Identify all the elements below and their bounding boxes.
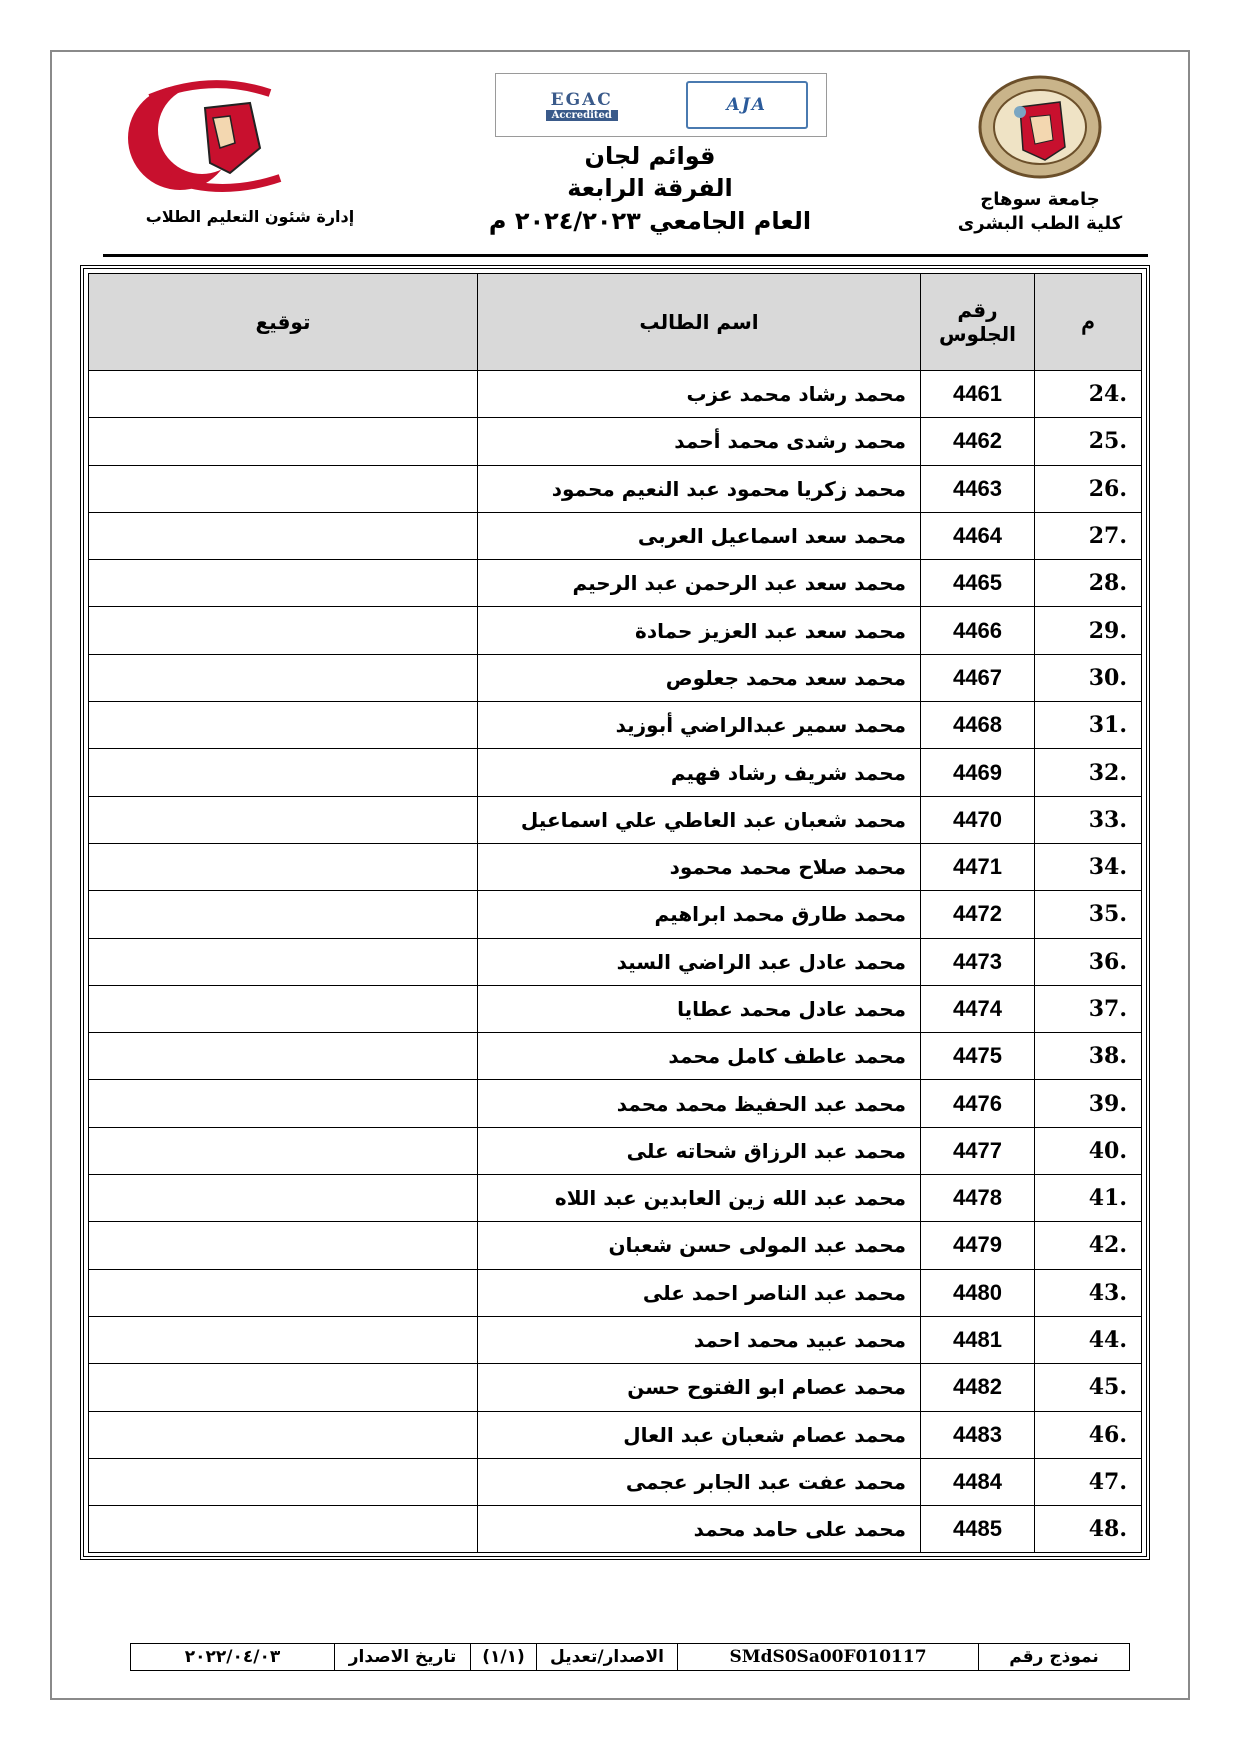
table-row: [89, 1506, 1142, 1553]
row-signature-cell: [89, 1364, 478, 1411]
row-index: 44.: [1035, 1316, 1142, 1363]
col-header-name: اسم الطالب: [478, 274, 921, 371]
row-seat-number: 4485: [921, 1506, 1035, 1553]
row-seat-number: 4479: [921, 1222, 1035, 1269]
row-signature-cell: [89, 1269, 478, 1316]
footer-version-value: (١/١): [470, 1644, 536, 1670]
row-signature-cell: [89, 1127, 478, 1174]
row-index: 29.: [1035, 607, 1142, 654]
row-seat-number: 4471: [921, 843, 1035, 890]
row-student-name: محمد صلاح محمد محمود: [478, 843, 921, 890]
row-signature-cell: [89, 607, 478, 654]
table-row: [89, 465, 1142, 512]
table-row: [89, 512, 1142, 559]
table-row: [89, 560, 1142, 607]
row-student-name: محمد عبد المولى حسن شعبان: [478, 1222, 921, 1269]
row-student-name: محمد عادل عبد الراضي السيد: [478, 938, 921, 985]
row-seat-number: 4476: [921, 1080, 1035, 1127]
row-index: 42.: [1035, 1222, 1142, 1269]
row-signature-cell: [89, 843, 478, 890]
row-student-name: محمد رشاد محمد عزب: [478, 371, 921, 418]
row-signature-cell: [89, 702, 478, 749]
row-index: 35.: [1035, 891, 1142, 938]
row-index: 41.: [1035, 1175, 1142, 1222]
row-index: 46.: [1035, 1411, 1142, 1458]
row-index: 39.: [1035, 1080, 1142, 1127]
row-index: 43.: [1035, 1269, 1142, 1316]
row-student-name: محمد رشدى محمد أحمد: [478, 418, 921, 465]
row-index: 48.: [1035, 1506, 1142, 1553]
department-name: إدارة شئون التعليم الطلاب: [145, 207, 355, 226]
row-index: 27.: [1035, 512, 1142, 559]
table-row: [89, 938, 1142, 985]
row-seat-number: 4469: [921, 749, 1035, 796]
footer-date-value: ٢٠٢٢/٠٤/٠٣: [184, 1647, 281, 1667]
row-signature-cell: [89, 938, 478, 985]
row-student-name: محمد سعد محمد جعلوص: [478, 654, 921, 701]
table-row: [89, 702, 1142, 749]
row-seat-number: 4470: [921, 796, 1035, 843]
faculty-logo: [110, 78, 310, 198]
col-header-seat-label: رقم الجلوس: [938, 298, 1017, 346]
university-seal: [975, 72, 1105, 182]
row-seat-number: 4475: [921, 1033, 1035, 1080]
table-row: [89, 1458, 1142, 1505]
row-index: 26.: [1035, 465, 1142, 512]
table-row: [89, 843, 1142, 890]
title-committee-lists: قوائم لجان: [584, 142, 716, 170]
row-seat-number: 4478: [921, 1175, 1035, 1222]
university-name: جامعة سوهاج: [980, 189, 1100, 210]
row-index: 28.: [1035, 560, 1142, 607]
row-signature-cell: [89, 512, 478, 559]
table-row: [89, 1080, 1142, 1127]
aja-badge: [686, 81, 808, 129]
row-student-name: محمد شعبان عبد العاطي علي اسماعيل: [478, 796, 921, 843]
row-signature-cell: [89, 371, 478, 418]
row-index: 36.: [1035, 938, 1142, 985]
row-student-name: محمد شريف رشاد فهيم: [478, 749, 921, 796]
row-signature-cell: [89, 1506, 478, 1553]
row-student-name: محمد عبد الحفيظ محمد محمد: [478, 1080, 921, 1127]
row-signature-cell: [89, 1080, 478, 1127]
row-seat-number: 4465: [921, 560, 1035, 607]
row-seat-number: 4463: [921, 465, 1035, 512]
row-signature-cell: [89, 1411, 478, 1458]
row-seat-number: 4482: [921, 1364, 1035, 1411]
students-table-frame: [80, 265, 1150, 1560]
col-header-sign: توقيع: [89, 274, 478, 371]
egac-badge: [514, 80, 649, 130]
table-row: [89, 1222, 1142, 1269]
row-signature-cell: [89, 749, 478, 796]
table-row: [89, 607, 1142, 654]
row-signature-cell: [89, 465, 478, 512]
row-student-name: محمد عاطف كامل محمد: [478, 1033, 921, 1080]
document-titles: [430, 140, 870, 238]
row-student-name: محمد سعد اسماعيل العربى: [478, 512, 921, 559]
row-seat-number: 4473: [921, 938, 1035, 985]
footer-date-label: تاريخ الاصدار: [334, 1644, 470, 1670]
row-student-name: محمد عفت عبد الجابر عجمى: [478, 1458, 921, 1505]
table-row: [89, 1364, 1142, 1411]
row-signature-cell: [89, 1316, 478, 1363]
row-index: 45.: [1035, 1364, 1142, 1411]
table-row: [89, 1033, 1142, 1080]
university-block: [955, 188, 1125, 236]
row-index: 37.: [1035, 985, 1142, 1032]
row-student-name: محمد سمير عبدالراضي أبوزيد: [478, 702, 921, 749]
row-signature-cell: [89, 891, 478, 938]
title-academic-year: العام الجامعي ٢٠٢٤/٢٠٢٣ م: [488, 207, 812, 235]
row-student-name: محمد عبيد محمد احمد: [478, 1316, 921, 1363]
row-seat-number: 4480: [921, 1269, 1035, 1316]
row-index: 34.: [1035, 843, 1142, 890]
egac-label: EGAC: [550, 89, 613, 110]
row-index: 38.: [1035, 1033, 1142, 1080]
row-seat-number: 4477: [921, 1127, 1035, 1174]
row-student-name: محمد عبد الناصر احمد على: [478, 1269, 921, 1316]
table-header-row: [89, 274, 1142, 371]
row-seat-number: 4481: [921, 1316, 1035, 1363]
faculty-name: كلية الطب البشرى: [957, 213, 1123, 234]
table-row: [89, 654, 1142, 701]
row-signature-cell: [89, 654, 478, 701]
col-header-index: م: [1035, 274, 1142, 371]
row-seat-number: 4466: [921, 607, 1035, 654]
row-seat-number: 4461: [921, 371, 1035, 418]
row-signature-cell: [89, 985, 478, 1032]
row-seat-number: 4468: [921, 702, 1035, 749]
egac-accredited-label: Accredited: [546, 110, 618, 121]
row-student-name: محمد عادل محمد عطايا: [478, 985, 921, 1032]
footer-version-label: الاصدار/تعديل: [536, 1644, 677, 1670]
row-seat-number: 4467: [921, 654, 1035, 701]
accreditation-badges: [495, 73, 827, 137]
row-signature-cell: [89, 1175, 478, 1222]
row-signature-cell: [89, 1222, 478, 1269]
row-student-name: محمد على حامد محمد: [478, 1506, 921, 1553]
row-signature-cell: [89, 418, 478, 465]
footer-form-code: SMdS0Sa00F010117: [677, 1644, 978, 1670]
row-seat-number: 4474: [921, 985, 1035, 1032]
row-signature-cell: [89, 1033, 478, 1080]
row-student-name: محمد عصام شعبان عبد العال: [478, 1411, 921, 1458]
row-student-name: محمد عبد الله زين العابدين عبد اللاه: [478, 1175, 921, 1222]
row-student-name: محمد عبد الرزاق شحاته على: [478, 1127, 921, 1174]
table-row: [89, 1316, 1142, 1363]
row-seat-number: 4484: [921, 1458, 1035, 1505]
row-student-name: محمد زكريا محمود عبد النعيم محمود: [478, 465, 921, 512]
table-row: [89, 1175, 1142, 1222]
row-student-name: محمد سعد عبد العزيز حمادة: [478, 607, 921, 654]
table-row: [89, 1127, 1142, 1174]
students-table: [88, 273, 1142, 1553]
row-index: 25.: [1035, 418, 1142, 465]
row-index: 47.: [1035, 1458, 1142, 1505]
header-divider: [103, 254, 1148, 257]
table-row: [89, 1269, 1142, 1316]
row-index: 24.: [1035, 371, 1142, 418]
row-seat-number: 4472: [921, 891, 1035, 938]
table-row: [89, 418, 1142, 465]
row-signature-cell: [89, 560, 478, 607]
row-student-name: محمد طارق محمد ابراهيم: [478, 891, 921, 938]
table-row: [89, 1411, 1142, 1458]
row-index: 33.: [1035, 796, 1142, 843]
row-signature-cell: [89, 1458, 478, 1505]
aja-label: AJA: [726, 95, 767, 115]
row-student-name: محمد سعد عبد الرحمن عبد الرحيم: [478, 560, 921, 607]
row-index: 31.: [1035, 702, 1142, 749]
table-row: [89, 749, 1142, 796]
table-row: [89, 796, 1142, 843]
row-signature-cell: [89, 796, 478, 843]
title-year-group: الفرقة الرابعة: [567, 174, 733, 202]
footer-form-label: نموذج رقم: [978, 1644, 1129, 1670]
row-student-name: محمد عصام ابو الفتوح حسن: [478, 1364, 921, 1411]
col-header-seat: [921, 274, 1035, 371]
row-index: 40.: [1035, 1127, 1142, 1174]
row-index: 32.: [1035, 749, 1142, 796]
row-index: 30.: [1035, 654, 1142, 701]
row-seat-number: 4462: [921, 418, 1035, 465]
table-row: [89, 891, 1142, 938]
table-row: [89, 985, 1142, 1032]
row-seat-number: 4483: [921, 1411, 1035, 1458]
table-row: [89, 371, 1142, 418]
form-footer: [130, 1643, 1130, 1671]
row-seat-number: 4464: [921, 512, 1035, 559]
